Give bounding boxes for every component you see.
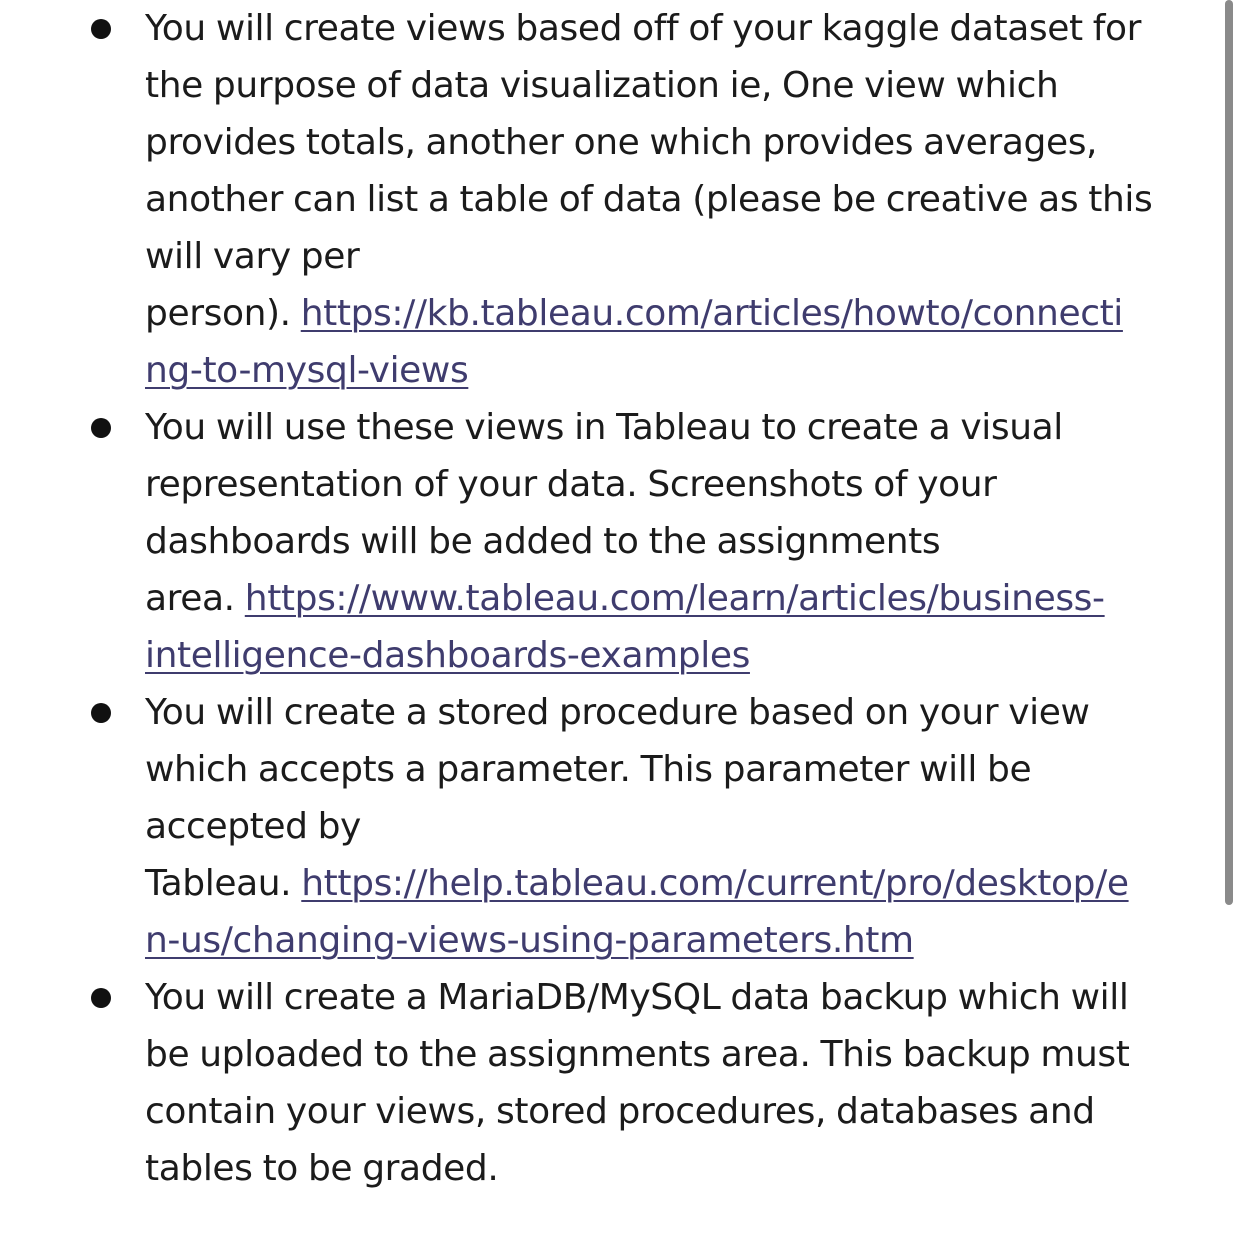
item-text-line: dashboards will be added to the assignments <box>145 521 941 562</box>
list-item <box>0 399 1222 684</box>
item-text-line <box>145 855 1192 912</box>
mysql-views-link[interactable]: https://kb.tableau.com/articles/howto/connecti <box>300 293 1123 334</box>
list-item <box>0 969 1222 1197</box>
item-text-line: You will create a MariaDB/MySQL data backup which will <box>145 977 1129 1018</box>
parameters-help-link[interactable]: https://help.tableau.com/current/pro/desktop/e <box>301 863 1129 904</box>
item-text-line: which accepts a parameter. This parameter will be <box>145 749 1032 790</box>
item-text-line: be uploaded to the assignments area. This backup must <box>145 1034 1130 1075</box>
item-text-line: accepted by <box>145 806 361 847</box>
parameters-help-link-continued[interactable]: n-us/changing-views-using-parameters.htm <box>145 920 914 961</box>
item-text-line: You will use these views in Tableau to create a visual <box>145 407 1063 448</box>
dashboards-examples-link[interactable]: https://www.tableau.com/learn/articles/business- <box>244 578 1105 619</box>
item-text-line: You will create a stored procedure based on your view <box>145 692 1090 733</box>
item-tail-text: Tableau. <box>145 863 302 904</box>
item-text-line: provides totals, another one which provides averages, <box>145 122 1098 163</box>
item-text-line: will vary per <box>145 236 360 277</box>
item-text-line: contain your views, stored procedures, databases and <box>145 1091 1095 1132</box>
item-text-line: representation of your data. Screenshots of your <box>145 464 997 505</box>
vertical-scrollbar[interactable] <box>1222 0 1242 1249</box>
list-item <box>0 0 1222 399</box>
bullet-icon <box>91 19 111 39</box>
item-text-line <box>145 285 1192 342</box>
item-tail-text: area. <box>145 578 245 619</box>
bullet-icon <box>91 988 111 1008</box>
item-text-line <box>145 342 1192 399</box>
item-text-line <box>145 912 1192 969</box>
list-item <box>0 684 1222 969</box>
item-text-line: You will create views based off of your kaggle dataset for <box>145 8 1142 49</box>
item-text-line: another can list a table of data (please be creative as this <box>145 179 1153 220</box>
bullet-icon <box>91 703 111 723</box>
item-text-line: tables to be graded. <box>145 1148 499 1189</box>
item-text-line: the purpose of data visualization ie, One view which <box>145 65 1059 106</box>
item-text-line <box>145 570 1192 627</box>
item-text-line <box>145 627 1192 684</box>
item-tail-text: person). <box>145 293 301 334</box>
mysql-views-link-continued[interactable]: ng-to-mysql-views <box>145 350 469 391</box>
bullet-icon <box>91 418 111 438</box>
scrollbar-thumb[interactable] <box>1225 0 1233 905</box>
dashboards-examples-link-continued[interactable]: intelligence-dashboards-examples <box>145 635 750 676</box>
